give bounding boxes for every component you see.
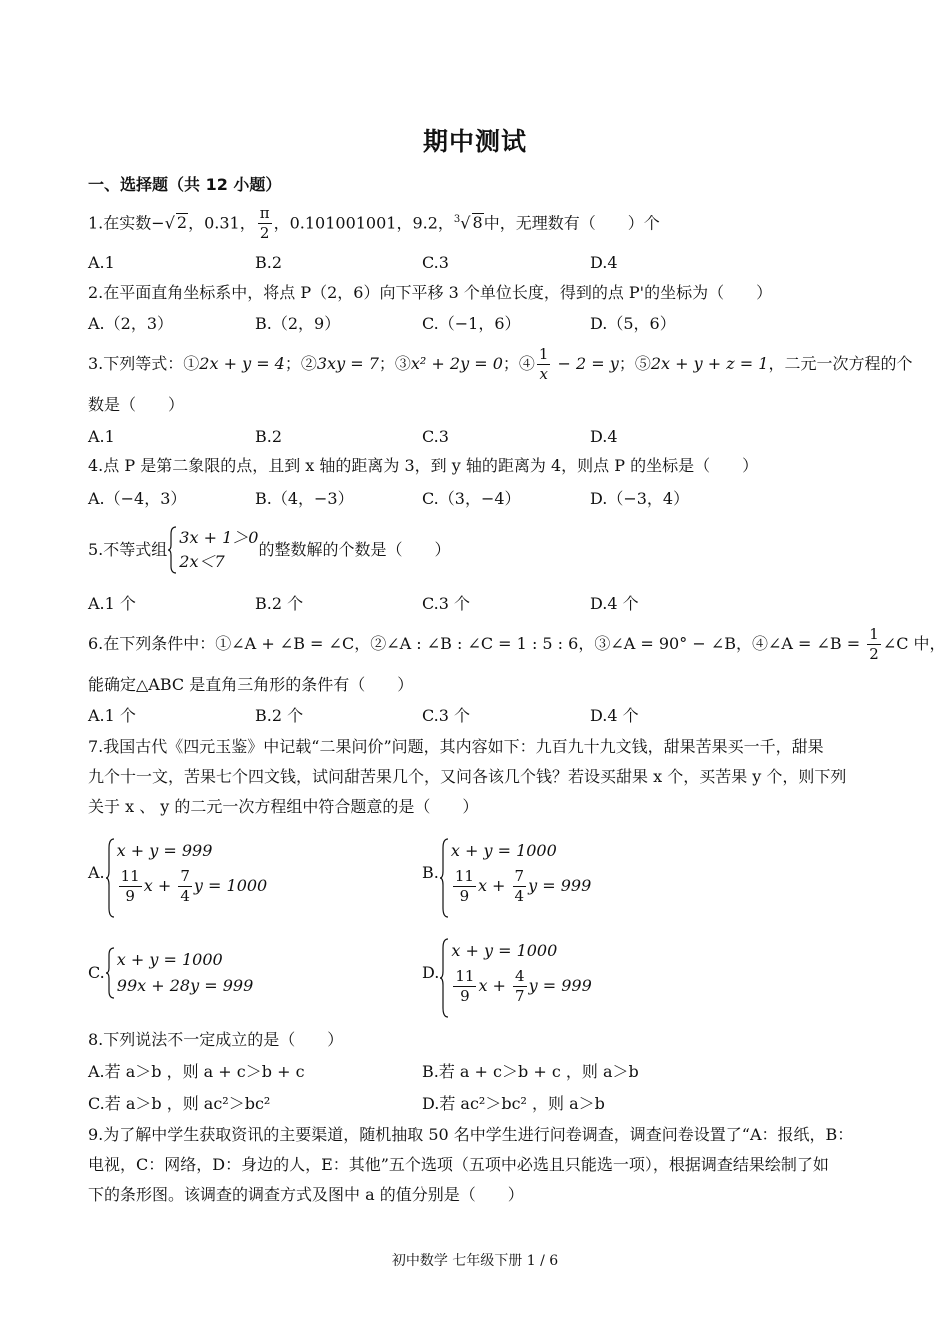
q7-a-frac-1 [119, 869, 142, 904]
q7-a-row-1: x + y = 999 [116, 841, 213, 860]
q5-option-a[interactable]: A.1 个 [88, 594, 136, 613]
sqrt-icon: √ [164, 213, 175, 233]
q7-d-label: D. [422, 963, 440, 982]
q7-c-row-2: 99x + 28y = 999 [116, 976, 254, 995]
question-6 [88, 624, 946, 664]
q3-eq-5: 2x + y + z = 1 [650, 354, 769, 373]
q3-frac-den-var: x [539, 365, 548, 383]
q7-a-row-2 [117, 864, 268, 908]
q1-suffix: 中，无理数有（ ）个 [483, 213, 660, 233]
q3-sep: ；⑤ [618, 354, 651, 373]
frac-num: 11 [120, 867, 140, 885]
q5-row-1: 3x + 1＞0 [179, 528, 259, 547]
frac-den: 4 [514, 887, 525, 905]
q7-b-frac-2 [513, 869, 527, 904]
frac-num: 4 [515, 967, 525, 985]
q7-c-label: C. [88, 963, 105, 982]
q7-d-system [439, 938, 591, 1008]
q4-option-a[interactable]: A.（−4，3） [88, 489, 187, 508]
q8-option-d[interactable]: D.若 ac²＞bc² ，则 a＞b [422, 1094, 605, 1113]
q7-option-c[interactable] [88, 947, 253, 999]
q1-root-index: 3 [453, 214, 461, 225]
question-8: 8.下列说法不一定成立的是（ ） [88, 1030, 344, 1049]
q1-fraction [258, 206, 272, 241]
q1-frac-den: 2 [259, 224, 270, 243]
q3-sep: ；③ [378, 354, 411, 373]
q3-text: 3.下列等式：① [88, 354, 200, 373]
q2-option-a[interactable]: A.（2，3） [88, 314, 174, 333]
q3-line2: 数是（ ） [88, 395, 185, 414]
q2-option-d[interactable]: D.（5，6） [590, 314, 676, 333]
q3-tail: ，二元一次方程的个 [768, 354, 913, 373]
section-heading: 一、选择题（共 12 小题） [88, 175, 282, 194]
q7-line3: 关于 x 、 y 的二元一次方程组中符合题意的是（ ） [88, 797, 479, 816]
q7-b-row-2 [451, 864, 591, 908]
q1-sqrt-arg: 2 [176, 213, 188, 233]
q5-system [167, 526, 258, 574]
q8-option-a[interactable]: A.若 a＞b ，则 a + c＞b + c [88, 1062, 305, 1081]
q1-frac-num: π [259, 204, 270, 223]
q1-prefix: 1.在实数 [88, 213, 152, 233]
q2-option-b[interactable]: B.（2，9） [255, 314, 341, 333]
q2-option-c[interactable]: C.（−1，6） [422, 314, 521, 333]
q6-line2: 能确定△ABC 是直角三角形的条件有（ ） [88, 675, 414, 694]
q6-option-b[interactable]: B.2 个 [255, 706, 304, 725]
q7-c-row-1: x + y = 1000 [116, 950, 223, 969]
q7-c-system [105, 947, 253, 999]
q7-b-system [439, 838, 591, 908]
question-5 [88, 526, 450, 574]
q7-b-frac-1 [453, 869, 476, 904]
q3-eq-2: 3xy = 7 [316, 354, 379, 373]
q3-option-c[interactable]: C.3 [422, 427, 449, 446]
q1-item: ，0.101001001，9.2， [273, 213, 454, 233]
brace-icon [439, 838, 449, 918]
brace-icon [439, 938, 449, 1018]
q3-sep: ；② [284, 354, 317, 373]
q4-option-c[interactable]: C.（3，−4） [422, 489, 521, 508]
q3-eq-4-fraction [537, 347, 551, 382]
q9-line3: 下的条形图。该调查的调查方式及图中 a 的值分别是（ ） [88, 1185, 524, 1204]
q7-option-b[interactable] [422, 838, 591, 908]
frac-num: 7 [180, 867, 190, 885]
q3-option-a[interactable]: A.1 [88, 427, 115, 446]
q7-option-d[interactable] [422, 938, 592, 1008]
q7-d-frac-2 [513, 969, 527, 1004]
page-title: 期中测试 [422, 127, 527, 156]
q6-frac-num: 1 [869, 625, 879, 643]
frac-num: 7 [514, 867, 525, 885]
q7-a-x: x + [143, 876, 177, 895]
frac-num: 11 [455, 967, 475, 985]
q4-option-b[interactable]: B.（4，−3） [255, 489, 354, 508]
q7-line1: 7.我国古代《四元玉鉴》中记载“二果问价”问题，其内容如下：九百九十九文钱，甜果苦果买一千，甜果 [88, 737, 824, 756]
q6-option-c[interactable]: C.3 个 [422, 706, 471, 725]
q5-option-c[interactable]: C.3 个 [422, 594, 471, 613]
q1-item: ，0.31， [188, 213, 256, 233]
page-footer: 初中数学 七年级下册 1 / 6 [391, 1253, 559, 1269]
frac-den: 4 [180, 887, 190, 905]
q7-b-row-1: x + y = 1000 [450, 841, 557, 860]
brace-icon [105, 947, 115, 999]
q7-d-frac-1 [453, 969, 476, 1004]
q3-eq-4: − 2 = y [552, 354, 619, 373]
q3-eq-1: 2x + y = 4 [199, 354, 285, 373]
q6-option-d[interactable]: D.4 个 [590, 706, 639, 725]
q6-option-a[interactable]: A.1 个 [88, 706, 136, 725]
q6-fraction [867, 627, 881, 662]
q1-option-a[interactable]: A.1 [88, 253, 115, 272]
q3-option-b[interactable]: B.2 [255, 427, 283, 446]
frac-num: 11 [454, 867, 474, 885]
question-3 [88, 344, 912, 384]
q1-cbrt-arg: 8 [472, 213, 483, 233]
q3-frac-den [537, 365, 551, 382]
q7-a-frac-2 [178, 869, 192, 904]
frac-den: 9 [459, 887, 470, 905]
q5-option-d[interactable]: D.4 个 [590, 594, 639, 613]
brace-icon [167, 526, 177, 574]
q7-a-system [105, 838, 268, 908]
q5-option-b[interactable]: B.2 个 [255, 594, 304, 613]
q7-d-tail: y = 999 [528, 976, 592, 995]
q6-text-end: ∠C 中， [882, 634, 946, 653]
frac-den: 7 [515, 987, 525, 1005]
q1-minus: − [151, 213, 165, 233]
q7-a-tail: y = 1000 [193, 876, 268, 895]
q9-line1: 9.为了解中学生获取资讯的主要渠道，随机抽取 50 名中学生进行问卷调查，调查问卷设置了“A：报纸，B： [88, 1125, 854, 1144]
q7-b-tail: y = 999 [528, 876, 592, 895]
q1-option-c[interactable]: C.3 [422, 253, 449, 272]
q4-option-d[interactable]: D.（−3，4） [590, 489, 690, 508]
q5-prefix: 5.不等式组 [88, 540, 168, 559]
cube-root-icon: √ [460, 213, 471, 233]
q1-option-b[interactable]: B.2 [255, 253, 283, 272]
q3-sep: ；④ [502, 354, 535, 373]
q3-frac-num: 1 [538, 345, 549, 363]
q8-option-b[interactable]: B.若 a + c＞b + c ，则 a＞b [422, 1062, 639, 1081]
question-2: 2.在平面直角坐标系中，将点 P（2，6）向下平移 3 个单位长度，得到的点 P'的坐标为（ ） [88, 283, 773, 302]
question-1 [88, 203, 660, 241]
q7-d-row-1: x + y = 1000 [451, 941, 558, 960]
q5-suffix: 的整数解的个数是（ ） [258, 540, 451, 559]
q1-option-d[interactable]: D.4 [590, 253, 618, 272]
q7-a-label: A. [88, 863, 105, 882]
q7-b-label: B. [422, 863, 439, 882]
question-4: 4.点 P 是第二象限的点，且到 x 轴的距离为 3，到 y 轴的距离为 4，则点 P 的坐标是（ ） [88, 456, 759, 475]
q3-option-d[interactable]: D.4 [590, 427, 618, 446]
q5-row-2: 2x＜7 [179, 552, 225, 571]
q7-line2: 九个十一文，苦果七个四文钱，试问甜苦果几个，又问各该几个钱？若设买甜果 x 个，买苦果 y 个，则下列 [88, 767, 847, 786]
q7-d-row-2 [451, 964, 591, 1008]
q3-eq-3: x² + 2y = 0 [410, 354, 503, 373]
q6-frac-den: 2 [869, 645, 879, 663]
q8-option-c[interactable]: C.若 a＞b ，则 ac²＞bc² [88, 1094, 271, 1113]
q7-d-x: x + [478, 976, 512, 995]
q9-line2: 电视，C：网络，D：身边的人，E：其他”五个选项（五项中必选且只能选一项），根据调查结果绘制了如 [88, 1155, 829, 1174]
q6-text: 6.在下列条件中：①∠A + ∠B = ∠C，②∠A : ∠B : ∠C = 1 : 5 : 6，③∠A = 90° − ∠B，④∠A = ∠B = [88, 634, 866, 653]
q7-b-x: x + [477, 876, 511, 895]
frac-den: 9 [125, 887, 135, 905]
frac-den: 9 [460, 987, 470, 1005]
q7-option-a[interactable] [88, 838, 267, 908]
brace-icon [105, 838, 115, 918]
